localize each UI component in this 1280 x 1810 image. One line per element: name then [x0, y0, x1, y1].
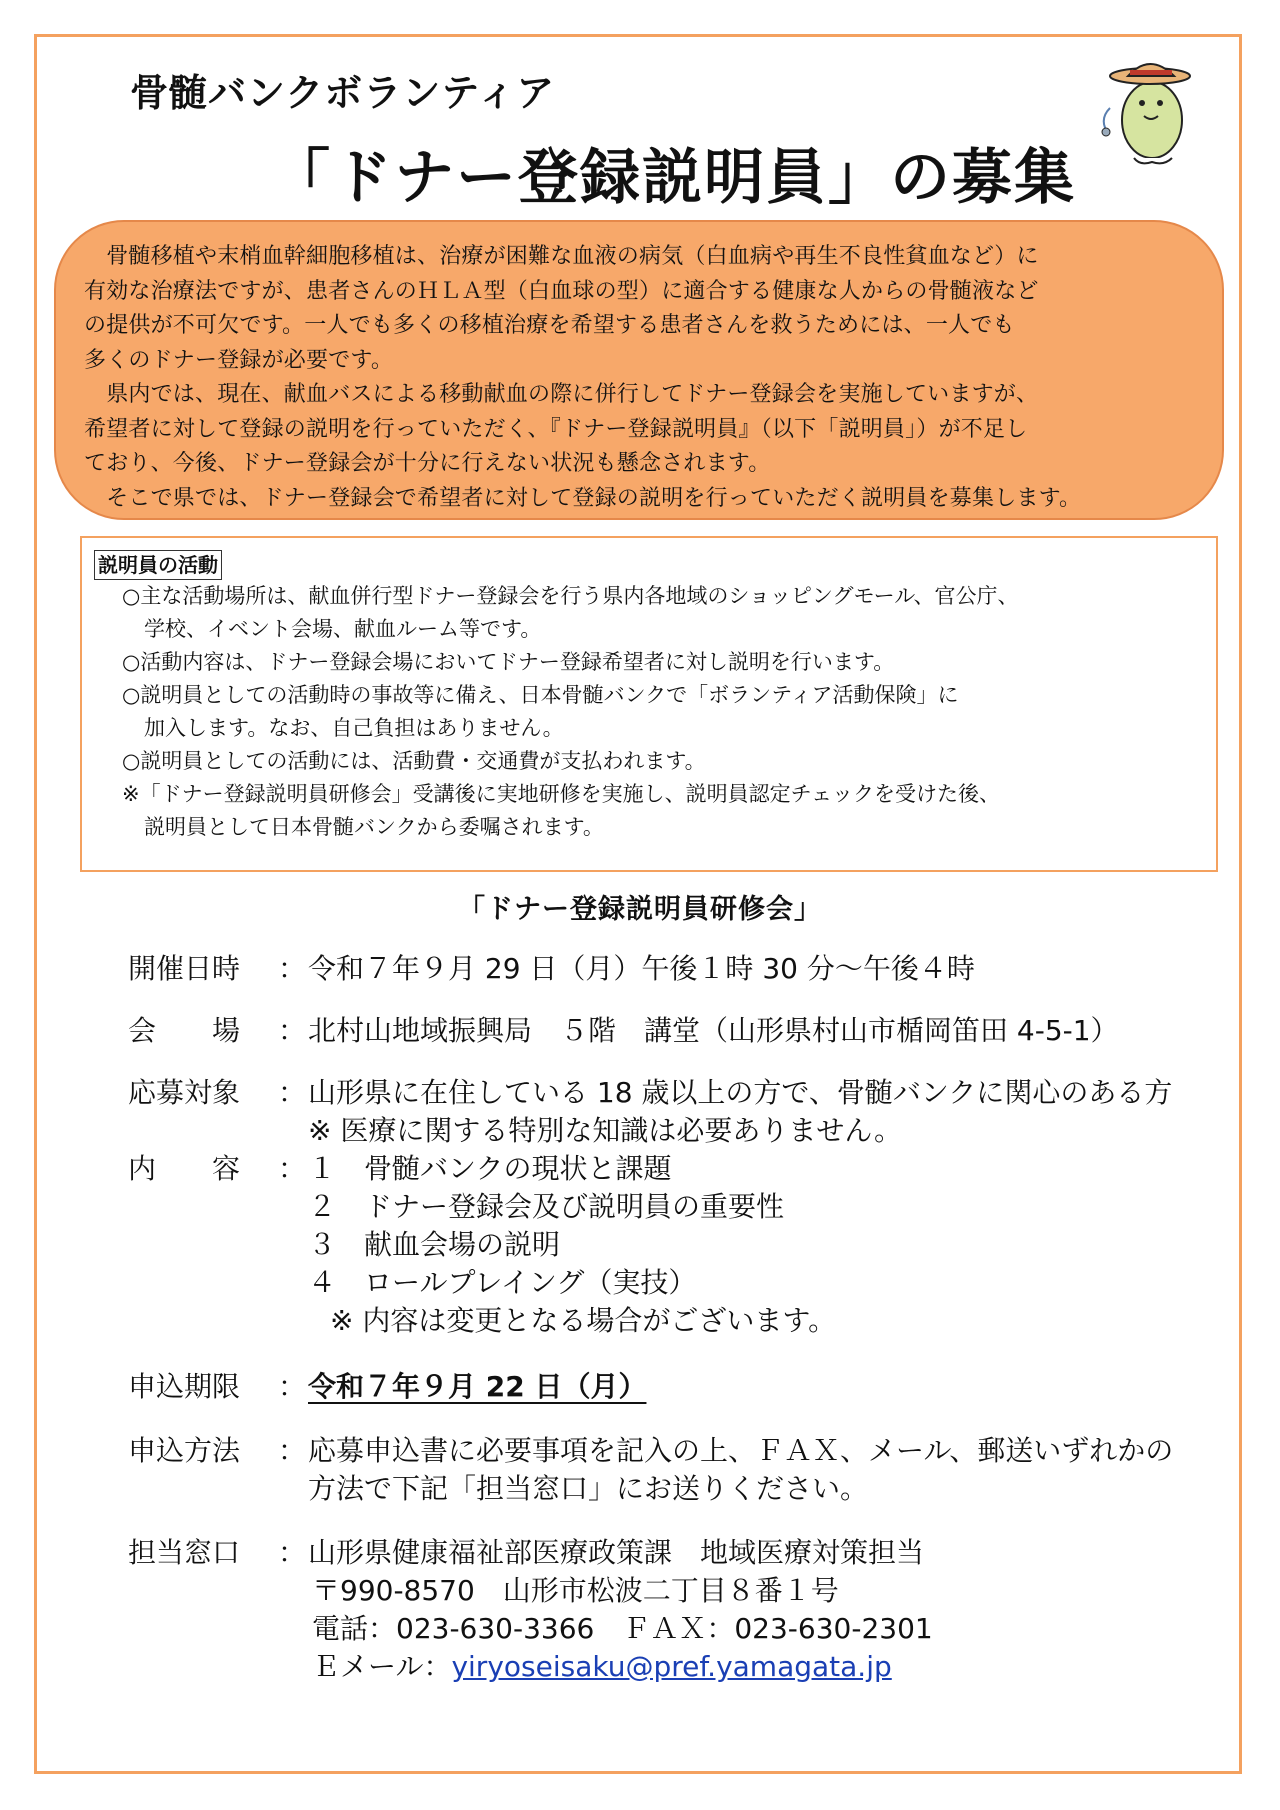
intro-line: 骨髄移植や末梢血幹細胞移植は、治療が困難な血液の病気（白血病や再生不良性貧血など）に — [84, 244, 1039, 269]
email-label: Ｅメール： — [312, 1650, 452, 1683]
target-note: ※ 医療に関する特別な知識は必要ありません。 — [308, 1114, 903, 1147]
activity-line: ※「ドナー登録説明員研修会」受講後に実地研修を実施し、説明員認定チェックを受けた後、 — [122, 782, 1000, 806]
method-value: 応募申込書に必要事項を記入の上、ＦＡＸ、メール、郵送いずれかの — [308, 1434, 1174, 1467]
content-label: 内 容 — [128, 1152, 241, 1185]
contact-address: 〒990-8570 山形市松波二丁目８番１号 — [312, 1574, 839, 1607]
method-row — [128, 1432, 1173, 1470]
colon: ： — [278, 1370, 307, 1403]
seminar-title: 「ドナー登録説明員研修会」 — [458, 894, 822, 925]
intro-line: 希望者に対して登録の説明を行っていただく、『ドナー登録説明員』（以下「説明員」）が不足し — [84, 416, 1028, 442]
page-subtitle: 骨髄バンクボランティア — [130, 71, 556, 115]
intro-line: 有効な治療法ですが、患者さんのＨＬＡ型（白血球の型）に適合する健康な人からの骨髄液など — [84, 278, 1039, 304]
content-note: ※ 内容は変更となる場合がございます。 — [330, 1304, 837, 1337]
content-item: ３ 献血会場の説明 — [308, 1228, 561, 1261]
activity-line: 加入します。なお、自己負担はありません。 — [144, 716, 564, 740]
contact-email-row — [312, 1648, 892, 1686]
colon: ： — [278, 1434, 307, 1467]
intro-line: の提供が不可欠です。一人でも多くの移植治療を希望する患者さんを救うためには、一人でも — [84, 313, 1015, 338]
activity-line: 説明員として日本骨髄バンクから委嘱されます。 — [144, 815, 604, 839]
email-link[interactable]: yiryoseisaku@pref.yamagata.jp — [451, 1650, 892, 1683]
venue-row — [128, 1012, 1119, 1050]
activity-line: ○主な活動場所は、献血併行型ドナー登録会を行う県内各地域のショッピングモール、官公庁、 — [122, 584, 1019, 608]
contact-dept: 山形県健康福祉部医療政策課 地域医療対策担当 — [308, 1536, 925, 1569]
activity-line: ○説明員としての活動には、活動費・交通費が支払われます。 — [122, 749, 706, 773]
deadline-label: 申込期限 — [128, 1370, 241, 1403]
activity-box — [80, 536, 1218, 872]
page-title: 「ドナー登録説明員」の募集 — [270, 143, 1076, 213]
content-item: １ 骨髄バンクの現状と課題 — [308, 1152, 672, 1185]
date-row — [128, 950, 975, 988]
mascot-illustration — [1090, 58, 1220, 168]
activity-line: ○活動内容は、ドナー登録会場においてドナー登録希望者に対し説明を行います。 — [122, 650, 895, 674]
target-label: 応募対象 — [128, 1076, 241, 1109]
content-item: ２ ドナー登録会及び説明員の重要性 — [308, 1190, 785, 1223]
content-item: ４ ロールプレイング（実技） — [308, 1266, 697, 1299]
contact-label: 担当窓口 — [128, 1536, 241, 1569]
intro-line: ており、今後、ドナー登録会が十分に行えない状況も懸念されます。 — [84, 451, 771, 476]
method-value-2: 方法で下記「担当窓口」にお送りください。 — [308, 1472, 869, 1505]
target-value: 山形県に在住している 18 歳以上の方で、骨髄バンクに関心のある方 — [308, 1076, 1173, 1109]
intro-line: 県内では、現在、献血バスによる移動献血の際に併行してドナー登録会を実施していますが、 — [84, 382, 1039, 407]
activity-line: ○説明員としての活動時の事故等に備え、日本骨髄バンクで「ボランティア活動保険」に — [122, 683, 959, 707]
deadline-value: 令和７年９月 22 日（月） — [308, 1370, 647, 1403]
venue-label: 会 場 — [128, 1014, 241, 1047]
colon: ： — [278, 1152, 307, 1185]
intro-line: 多くのドナー登録が必要です。 — [84, 347, 394, 373]
activity-line: 学校、イベント会場、献血ルーム等です。 — [144, 617, 542, 641]
target-row — [128, 1074, 1172, 1112]
activity-heading: 説明員の活動 — [94, 550, 222, 580]
intro-box — [54, 220, 1224, 520]
colon: ： — [278, 1014, 307, 1047]
deadline-row — [128, 1368, 646, 1406]
date-value: 令和７年９月 29 日（月）午後１時 30 分～午後４時 — [308, 952, 975, 985]
colon: ： — [278, 1536, 307, 1569]
content-row — [128, 1150, 671, 1188]
method-label: 申込方法 — [128, 1434, 241, 1467]
contact-row — [128, 1534, 924, 1572]
colon: ： — [278, 1076, 307, 1109]
contact-phone: 電話：023-630-3366 ＦＡＸ：023-630-2301 — [312, 1612, 933, 1645]
venue-value: 北村山地域振興局 ５階 講堂（山形県村山市楯岡笛田 4-5-1） — [308, 1014, 1119, 1047]
intro-line: そこで県では、ドナー登録会で希望者に対して登録の説明を行っていただく説明員を募集します。 — [84, 485, 1082, 511]
date-label: 開催日時 — [128, 952, 241, 985]
colon: ： — [278, 952, 307, 985]
